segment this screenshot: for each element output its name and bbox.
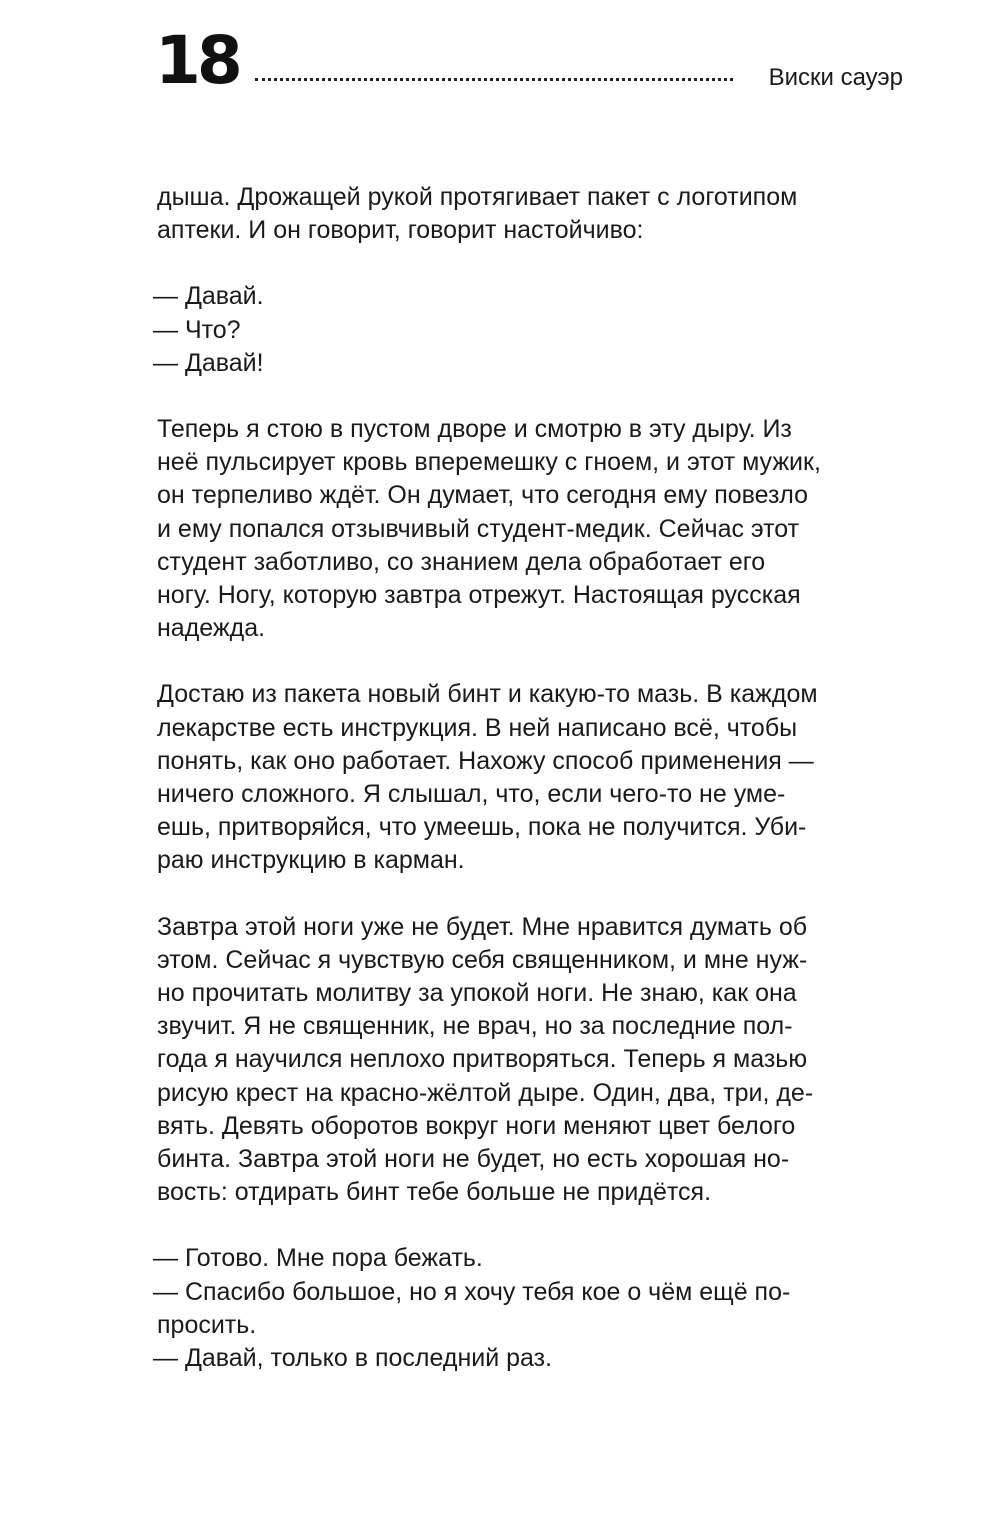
dialogue-line: — Что? (153, 315, 241, 344)
text-line: вость: отдирать бинт тебе больше не придётся. (157, 1178, 712, 1207)
paragraph (157, 911, 902, 1210)
text-line: ешь, притворяйся, что умеешь, пока не получится. Уби- (157, 813, 807, 842)
page-number: 18 (155, 22, 239, 99)
dialogue-line-continuation: просить. (157, 1310, 257, 1339)
dialogue-line: — Готово. Мне пора бежать. (153, 1244, 483, 1273)
text-line: и ему попался отзывчивый студент-медик. Сейчас этот (157, 514, 800, 543)
text-line: надежда. (157, 614, 266, 643)
leader-dots (255, 78, 733, 81)
dialogue-block (153, 1242, 902, 1375)
text-line: бинта. Завтра этой ноги не будет, но есть хорошая но- (157, 1145, 790, 1174)
dialogue-block (153, 280, 902, 380)
paragraph (157, 181, 902, 247)
dialogue-line: — Давай. (153, 282, 264, 311)
text-line: дыша. Дрожащей рукой протягивает пакет с логотипом (157, 183, 798, 211)
text-line: понять, как оно работает. Нахожу способ применения — (157, 746, 814, 775)
text-line: вять. Девять оборотов вокруг ноги меняют цвет белого (157, 1111, 796, 1140)
text-line: аптеки. И он говорит, говорит настойчиво: (157, 216, 644, 245)
running-title: Виски сауэр (768, 64, 903, 91)
dialogue-line: — Давай! (153, 348, 264, 377)
paragraph (157, 678, 902, 877)
text-line: ничего сложного. Я слышал, что, если чего-то не уме- (157, 780, 786, 809)
text-line: ногу. Ногу, которую завтра отрежут. Настоящая русская (157, 581, 801, 610)
text-line: рисую крест на красно-жёлтой дыре. Один, два, три, де- (157, 1078, 814, 1107)
text-line: Теперь я стою в пустом дворе и смотрю в эту дыру. Из (157, 415, 792, 444)
paragraph (157, 413, 902, 645)
body-text (153, 181, 902, 1375)
dialogue-line: — Спасибо большое, но я хочу тебя кое о чём ещё по- (153, 1277, 791, 1306)
text-line: неё пульсирует кровь вперемешку с гноем, и этот мужик, (157, 448, 821, 477)
text-line: года я научился неплохо притворяться. Теперь я мазью (157, 1045, 808, 1074)
text-line: этом. Сейчас я чувствую себя священником, и мне нуж- (157, 945, 808, 974)
dialogue-line: — Давай, только в последний раз. (153, 1344, 553, 1373)
page-header (155, 22, 903, 99)
text-line: раю инструкцию в карман. (157, 846, 465, 875)
text-line: звучит. Я не священник, не врач, но за последние пол- (157, 1012, 793, 1041)
text-line: студент заботливо, со знанием дела обработает его (157, 547, 766, 576)
text-line: Завтра этой ноги уже не будет. Мне нравится думать об (157, 912, 808, 941)
text-line: он терпеливо ждёт. Он думает, что сегодня ему повезло (157, 481, 808, 510)
text-line: но прочитать молитву за упокой ноги. Не знаю, как она (157, 979, 797, 1008)
text-line: лекарстве есть инструкция. В ней написано всё, чтобы (157, 713, 798, 742)
text-line: Достаю из пакета новый бинт и какую-то мазь. В каждом (157, 680, 818, 709)
